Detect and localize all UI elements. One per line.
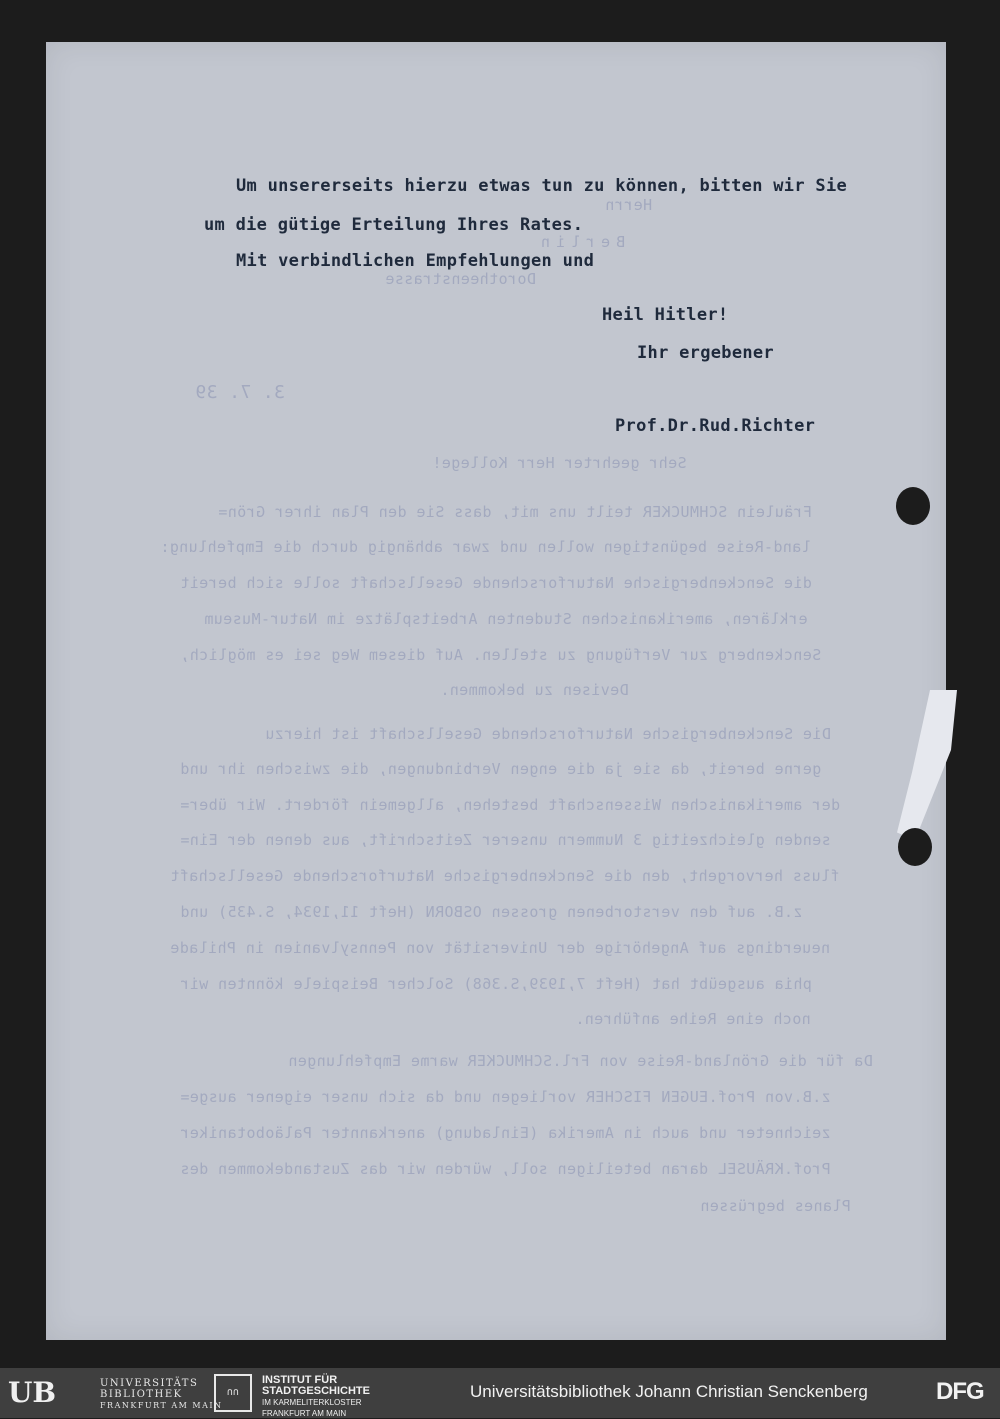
ghost-line: erklären, amerikanischen Studenten Arbeitsplätze im Natur-Museum	[204, 610, 808, 628]
closing-phrase: Ihr ergebener	[637, 343, 774, 363]
ub-logo: UB	[8, 1376, 57, 1409]
ub-line-3: FRANKFURT AM MAIN	[100, 1401, 223, 1410]
signature-name: Prof.Dr.Rud.Richter	[615, 416, 816, 436]
ghost-line: gerne bereit, da sie ja die engen Verbindungen, die zwischen ihr und	[180, 760, 822, 778]
isg-name	[262, 1375, 370, 1419]
ghost-line: Planes begrüssen	[700, 1197, 851, 1215]
ghost-line: Die Senckenbergische Naturforschende Gesellschaft ist hierzu	[265, 725, 831, 743]
punch-hole-lower	[898, 828, 932, 866]
letter-line-2: um die gütige Erteilung Ihres Rates.	[204, 215, 584, 235]
isg-line-4: FRANKFURT AM MAIN	[262, 1409, 347, 1418]
isg-logo-icon: ∩∩	[214, 1374, 252, 1412]
isg-line-3: IM KARMELITERKLOSTER	[262, 1398, 362, 1407]
isg-line-2: STADTGESCHICHTE	[262, 1385, 370, 1397]
ghost-line: Senckenberg zur Verfügung zu stellen. Auf diesem Weg sei es möglich,	[180, 646, 822, 664]
ghost-line: Dorotheenstrasse	[385, 270, 536, 288]
letter-line-3: Mit verbindlichen Empfehlungen und	[236, 251, 595, 271]
ub-line-2: BIBLIOTHEK	[100, 1389, 183, 1400]
ghost-line: Berlin	[535, 233, 626, 251]
ghost-line: Sehr geehrter Herr Kollege!	[432, 454, 687, 472]
ghost-line: neuerdings auf Angehörige der Universität von Pennsylvanien in Philade	[170, 939, 831, 957]
ghost-line: 3. 7. 39	[195, 382, 285, 403]
letter-line-1: Um unsererseits hierzu etwas tun zu können, bitten wir Sie	[236, 176, 848, 196]
ub-name	[100, 1378, 223, 1411]
ghost-line: Herrn	[605, 196, 653, 214]
closing-salute: Heil Hitler!	[602, 305, 729, 325]
ub-line-1: UNIVERSITÄTS	[100, 1378, 199, 1389]
ghost-line: z.B.von Prof.EUGEN FISCHER vorliegen und da sich unser eigener ausge=	[180, 1088, 831, 1106]
ghost-line: land-Reise begünstigen wollen und zwar abhängig durch die Empfehlung:	[160, 538, 811, 556]
ghost-line: senden gleichzeitig 3 Nummern unserer Zeitschrift, aus denen der Ein=	[180, 831, 831, 849]
punch-hole-upper	[896, 487, 930, 525]
ghost-line: zeichneter und auch in Amerika (Einladung) anerkannter Paläobotaniker	[180, 1124, 831, 1142]
footer-bar	[0, 1368, 1000, 1418]
ghost-line: z.B. auf den verstorbenen grossen OSBORN (Heft 11,1934, S.435) und	[180, 903, 803, 921]
ghost-line: Prof.KRÄUSEL daran beteiligen soll, würden wir das Zustandekommen des	[180, 1160, 831, 1178]
isg-line-1: INSTITUT FÜR	[262, 1374, 338, 1386]
ghost-line: phia ausgeübt hat (Heft 7,1939,S.368) Solcher Beispiele könnten wir	[180, 975, 812, 993]
ghost-line: fluss hervorgeht, den die Senckenbergische Naturforschende Gesellschaft	[170, 867, 840, 885]
ghost-line: die Senckenbergische Naturforschende Gesellschaft solle sich bereit	[180, 574, 812, 592]
library-title: Universitätsbibliothek Johann Christian Senckenberg	[470, 1382, 868, 1401]
ghost-line: Devisen zu bekommen.	[440, 681, 629, 699]
ghost-line: der amerikanischen Wissenschaft bestehen, allgemein fördert. Wir über=	[180, 796, 841, 814]
ghost-line: noch eine Reihe anführen.	[575, 1010, 811, 1028]
ghost-line: Da für die Grönland-Reise von Frl.SCHMUCKER warme Empfehlungen	[288, 1052, 873, 1070]
ghost-line: Fräulein SCHMUCKER teilt uns mit, dass Sie den Plan ihrer Grön=	[218, 503, 813, 521]
dfg-logo: DFG	[936, 1378, 984, 1405]
